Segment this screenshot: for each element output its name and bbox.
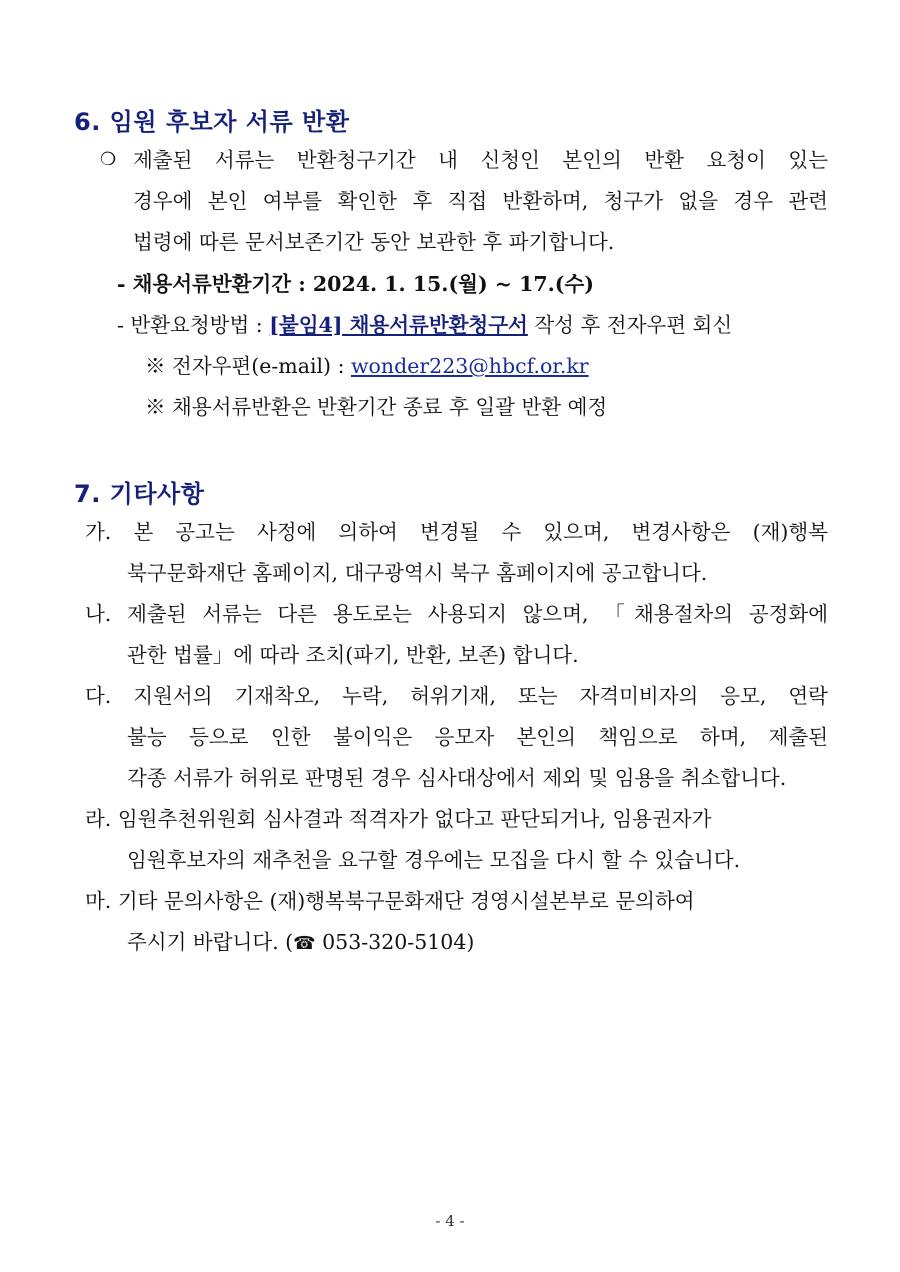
section-7-title: 7. 기타사항	[74, 480, 205, 508]
return-method	[117, 311, 732, 339]
email-label: ※ 전자우편(e-mail) :	[145, 354, 351, 378]
item-ma-line-1: 마. 기타 문의사항은 (재)행복북구문화재단 경영시설본부로 문의하여	[85, 889, 695, 913]
email-link[interactable]: wonder223@hbcf.or.kr	[351, 354, 589, 378]
item-ma-line-2	[127, 928, 474, 958]
section-6-para-line-2: 경우에 본인 여부를 확인한 후 직접 반환하며, 청구가 없을 경우 관련	[133, 189, 828, 213]
section-6-title: 6. 임원 후보자 서류 반환	[74, 108, 350, 136]
attachment-4-link[interactable]: [붙임4] 채용서류반환청구서	[269, 313, 528, 337]
item-ga-line-1: 가. 본 공고는 사정에 의하여 변경될 수 있으며, 변경사항은 (재)행복	[85, 520, 828, 544]
telephone-icon: ☎	[293, 933, 316, 954]
return-period: - 채용서류반환기간 : 2024. 1. 15.(월) ~ 17.(수)	[117, 272, 594, 296]
return-method-label: - 반환요청방법 :	[117, 313, 270, 337]
item-ma-line-2-text: 주시기 바랍니다. (	[127, 930, 294, 954]
item-na-line-1: 나. 제출된 서류는 다른 용도로는 사용되지 않으며, 「채용절차의 공정화에	[85, 602, 828, 626]
item-da-line-2: 불능 등으로 인한 불이익은 응모자 본인의 책임으로 하며, 제출된	[127, 725, 828, 749]
item-ra-line-1: 라. 임원추천위원회 심사결과 적격자가 없다고 판단되거나, 임용권자가	[85, 807, 712, 831]
item-ga-line-2: 북구문화재단 홈페이지, 대구광역시 북구 홈페이지에 공고합니다.	[127, 561, 708, 585]
bulk-return-note: ※ 채용서류반환은 반환기간 종료 후 일괄 반환 예정	[145, 395, 608, 419]
return-method-suffix: 작성 후 전자우편 회신	[527, 313, 733, 337]
phone-number: 053-320-5104)	[315, 930, 475, 954]
email-note	[145, 352, 589, 380]
item-da-line-1: 다. 지원서의 기재착오, 누락, 허위기재, 또는 자격미비자의 응모, 연락	[85, 684, 828, 708]
page-number: - 4 -	[435, 1212, 465, 1230]
item-ra-line-2: 임원후보자의 재추천을 요구할 경우에는 모집을 다시 할 수 있습니다.	[127, 848, 741, 872]
circle-bullet-icon: ❍	[100, 149, 117, 170]
item-da-line-3: 각종 서류가 허위로 판명된 경우 심사대상에서 제외 및 임용을 취소합니다.	[127, 766, 787, 790]
section-6-para-line-1: 제출된 서류는 반환청구기간 내 신청인 본인의 반환 요청이 있는	[133, 148, 828, 172]
section-6-para-line-3: 법령에 따른 문서보존기간 동안 보관한 후 파기합니다.	[133, 230, 615, 254]
item-na-line-2: 관한 법률」에 따라 조치(파기, 반환, 보존) 합니다.	[127, 643, 579, 667]
